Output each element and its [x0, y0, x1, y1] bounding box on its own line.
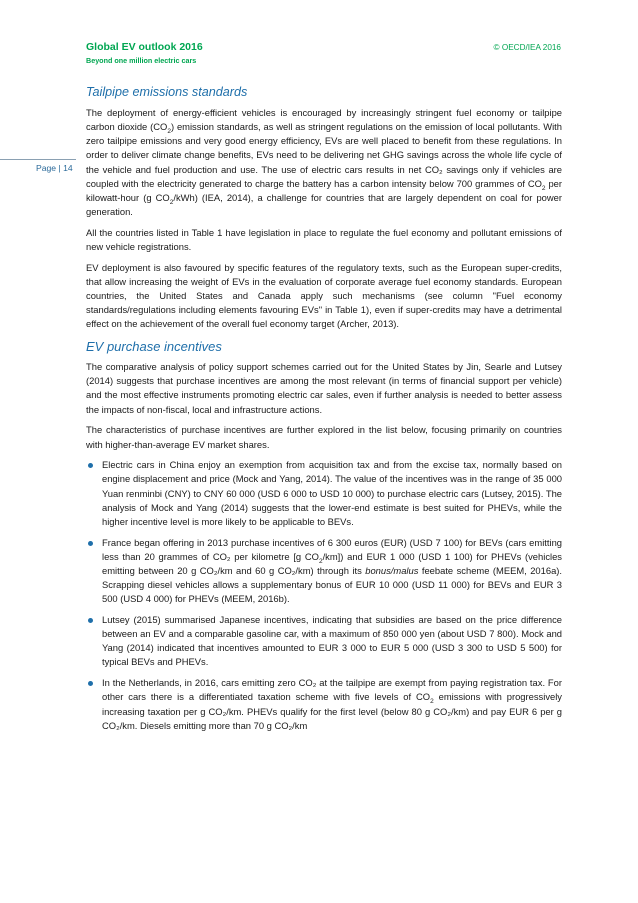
text-span: emissions with progressively increasing taxation per g CO₂/km. PHEVs qualify for the first level (below 80 g CO₂/km) and pay EUR 6 per g CO₂/km. Diesels emitting more than 70 g CO₂/km	[102, 691, 562, 731]
bullet-icon	[88, 541, 93, 546]
emphasis-text: bonus/malus	[365, 564, 419, 576]
list-item-netherlands	[86, 676, 562, 733]
section-heading-tailpipe: Tailpipe emissions standards	[86, 85, 248, 99]
subscript: 2	[169, 198, 174, 206]
header-subtitle: Beyond one million electric cars	[86, 56, 197, 65]
main-content	[86, 84, 562, 739]
header-title: Global EV outlook 2016	[86, 41, 203, 53]
subscript: 2	[541, 184, 546, 192]
list-item-text: Lutsey (2015) summarised Japanese incentives, indicating that subsidies are based on the price difference between an EV and a comparable gasoline car, with a maximum of 850 000 yen (about USD 7 800). Mock and Yang (2014) indicated that incentives amounted to EUR 3 000 to EUR 5 000 (USD 3 300 to USD 5 500) for typical BEVs and PHEVs.	[102, 614, 562, 668]
header-copyright: © OECD/IEA 2016	[493, 43, 561, 52]
text-span: ) emission standards, as well as stringent regulations on the emission of local pollutants. With zero tailpipe emissions and very good energy efficiency, EVs are well placed to benefit from these regulations. In order to deliver climate change benefits, EVs need to be delivering net GHG savings across the whole life cycle of the vehicle and fuel production and use. The use of electric cars results in net CO₂ savings only if vehicles are coupled with the electricity generated to charge the battery has a carbon intensity below 700 grammes of CO	[86, 121, 562, 189]
text-span: /kWh) (IEA, 2014), a challenge for countries that are largely dependent on coal for power generation.	[86, 191, 562, 218]
list-item-france	[86, 536, 562, 607]
text-span: feebate scheme (MEEM, 2016a). Scrapping diesel vehicles allows a supplementary bonus of EUR 10 000 (USD 11 000) for BEVs and EUR 3 500 (USD 4 000) for PHEVs (MEEM, 2016b).	[102, 564, 563, 605]
list-item-china	[86, 458, 562, 529]
subscript: 2	[430, 698, 434, 706]
incentives-list	[86, 458, 562, 733]
bullet-icon	[88, 681, 93, 686]
paragraph-incentives-1: The comparative analysis of policy support schemes carried out for the United States by Jin, Searle and Lutsey (2014) suggests that purchase incentives are among the most relevant (in terms of financial support per vehicle) and the most effective instruments promoting electric car sales, even if further analysis is needed to better assess the impacts of non-fiscal, local and infrastructure actions.	[86, 361, 562, 415]
paragraph-incentives-2: The characteristics of purchase incentives are further explored in the list below, focusing primarily on countries with higher-than-average EV market shares.	[86, 424, 562, 450]
subscript: 2	[167, 128, 171, 136]
text-span: France began offering in 2013 purchase incentives of 6 300 euros (EUR) (USD 7 100) for BEVs (cars emitting less than 20 grammes of CO₂ per kilometre [g CO	[102, 536, 562, 562]
list-item-japan	[86, 613, 562, 670]
paragraph-tailpipe-2: All the countries listed in Table 1 have legislation in place to regulate the fuel economy and pollutant emissions of new vehicle registrations.	[86, 226, 562, 252]
margin-rule	[0, 159, 76, 160]
page-number: Page | 14	[36, 163, 73, 173]
bullet-icon	[88, 618, 93, 623]
paragraph-tailpipe-1	[86, 106, 562, 219]
text-span: /km]) and EUR 1 000 (USD 1 100) for PHEVs (vehicles emitting between 20 g CO₂/km and 60 g CO₂/km) through its	[102, 550, 562, 576]
list-item-text: Electric cars in China enjoy an exemption from acquisition tax and from the excise tax, normally based on engine displacement and price (Mock and Yang, 2014). The value of the incentives was in the range of 35 000 Yuan renminbi (CNY) to CNY 60 000 (USD 6 000 to USD 10 000) to purchase electric cars (Lutsey, 2015). The analysis of Mock and Yang (2014) suggests that the lower-end estimate is best suited for PHEVs, while the higher incentive level is more likely to be applicable to BEVs.	[102, 459, 562, 527]
subscript: 2	[318, 557, 323, 565]
text-span: In the Netherlands, in 2016, cars emitting zero CO₂ at the tailpipe are exempt from paying registration tax. For other cars there is a differentiated taxation scheme with five levels of CO	[102, 677, 562, 703]
bullet-icon	[88, 463, 93, 468]
paragraph-tailpipe-3: EV deployment is also favoured by specific features of the regulatory texts, such as the European super-credits, that allow increasing the weight of EVs in the evaluation of corporate average fuel economy standards. European countries, the United States and Canada apply such mechanisms (see column "Fuel economy standards/regulations including elements favouring EVs" in Table 1), even if super-credits may have a detrimental effect on the achievement of the overall fuel economy target (Archer, 2013).	[86, 261, 562, 330]
section-heading-incentives: EV purchase incentives	[86, 339, 222, 355]
text-span: per kilowatt-hour (g CO	[86, 177, 562, 203]
text-span: The deployment of energy-efficient vehicles is encouraged by increasingly stringent fuel economy or tailpipe carbon dioxide (CO	[86, 107, 562, 133]
